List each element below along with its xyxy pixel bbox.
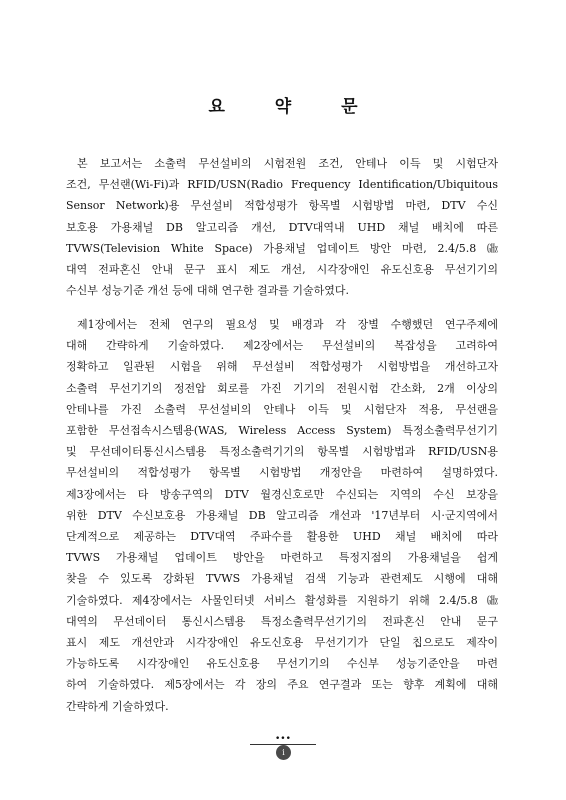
text-line: 보호용 가용채널 DB 알고리즘 개선, DTV대역내 UHD 채널 배치에 따른 [66,220,498,234]
text-line: Sensor Network)용 무선설비 적합성평가 항목별 시험방법 마련, DTV 수신 [66,199,498,213]
page-number-badge: i [276,745,291,760]
text-line: 정확하고 일관된 시험을 위해 무선설비 적합성평가 시험방법을 개선하고자 [66,360,498,374]
summary-paragraph-2 [66,314,498,717]
text-line: 찾을 수 있도록 강화된 TVWS 가용채널 검색 기능과 관련제도 시행에 대해 [66,572,498,586]
page-title: 요 약 문 [208,97,380,117]
text-line: 가능하도록 시각장애인 유도신호용 무선기기의 수신부 성능기준안을 마련 [66,657,498,671]
footer-dots: ••• [275,734,291,744]
text-line: 소출력 무선기기의 정전압 회로를 가진 기기의 전원시험 간소화, 2개 이상의 [66,381,498,395]
text-line: 대역 전파혼신 안내 문구 표시 제도 개선, 시각장애인 유도신호용 무선기기의 [66,263,498,277]
text-line: 간략하게 기술하였다. [66,699,169,713]
text-line: 포함한 무선접속시스템용(WAS, Wireless Access System) 특정소출력무선기기 [66,424,498,438]
text-line: 기술하였다. 제4장에서는 사물인터넷 서비스 활성화를 지원하기 위해 2.4/5.8 ㎓ [66,593,498,607]
text-line: 위한 DTV 수신보호용 가용채널 DB 알고리즘 개선과 '17년부터 시·군지역에서 [66,508,498,522]
text-line: 하여 기술하였다. 제5장에서는 각 장의 주요 연구결과 또는 향후 계획에 대해 [66,678,498,692]
text-line: 단계적으로 제공하는 DTV대역 주파수를 활용한 UHD 채널 배치에 따라 [66,530,498,544]
text-line: 본 보고서는 소출력 무선설비의 시험전원 조건, 안테나 이득 및 시험단자 [77,157,498,170]
text-line: 표시 제도 개선안과 시각장애인 유도신호용 무선기기가 단일 칩으로도 제작이 [66,636,498,650]
text-line: 제1장에서는 전체 연구의 필요성 및 배경과 각 장별 수행했던 연구주제에 [77,318,498,331]
text-line: 대해 간략하게 기술하였다. 제2장에서는 무선설비의 복잡성을 고려하여 [66,339,498,353]
text-line: TVWS(Television White Space) 가용채널 업데이트 방안 마련, 2.4/5.8 ㎓ [66,241,498,255]
text-line: 안테나를 가진 소출력 무선설비의 안테나 이득 및 시험단자 적용, 무선랜을 [66,402,498,416]
text-line: 제3장에서는 타 방송구역의 DTV 월경신호로만 수신되는 지역의 수신 보장을 [66,487,498,501]
summary-paragraph-1 [66,153,498,301]
text-line: 수신부 성능기준 개선 등에 대해 연구한 결과를 기술하였다. [66,284,349,298]
text-line: 조건, 무선랜(Wi-Fi)과 RFID/USN(Radio Frequency Identification/Ubiquitous [66,178,498,192]
text-line: 대역의 무선데이터 통신시스템용 특정소출력무선기기의 전파혼신 안내 문구 [66,614,498,628]
text-line: 및 무선데이터통신시스템용 특정소출력기기의 항목별 시험방법과 RFID/USN용 [66,445,498,459]
text-line: 무선설비의 적합성평가 항목별 시험방법 개정안을 마련하여 설명하였다. [66,466,498,480]
text-line: TVWS 가용채널 업데이트 방안을 마련하고 특정지점의 가용채널을 쉽게 [66,551,498,565]
